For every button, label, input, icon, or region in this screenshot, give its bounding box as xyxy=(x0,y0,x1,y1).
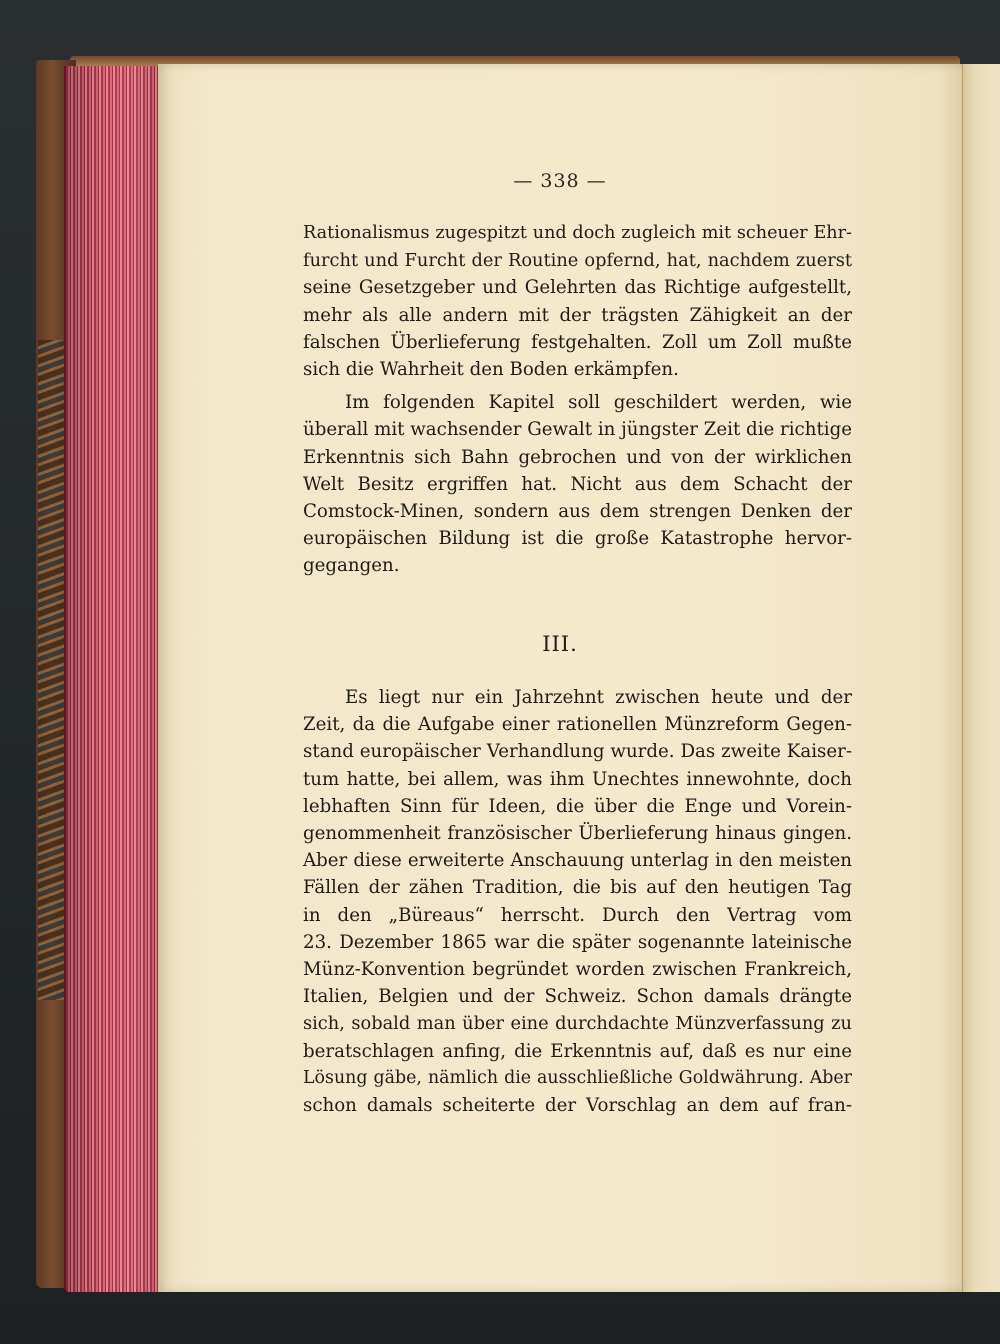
section-heading: III. xyxy=(542,632,578,656)
page-number: — 338 — xyxy=(513,170,607,192)
text-line: stand europäischer Verhandlung wurde. Das zweite Kaiser- xyxy=(303,741,852,763)
text-line: Münz-Konvention begründet worden zwischen Frankreich, xyxy=(303,959,852,981)
text-line: Erkenntnis sich Bahn gebrochen und von der wirklichen xyxy=(303,446,852,468)
text-line: überall mit wachsender Gewalt in jüngster Zeit die richtige xyxy=(303,419,852,441)
text-line: seine Gesetzgeber und Gelehrten das Richtige aufgestellt, xyxy=(303,277,852,299)
text-line: Welt Besitz ergriffen hat. Nicht aus dem Schacht der xyxy=(303,473,852,495)
text-line: Aber diese erweiterte Anschauung unterlag in den meisten xyxy=(303,850,852,872)
text-line: tum hatte, bei allem, was ihm Unechtes innewohnte, doch xyxy=(303,768,852,790)
text-line: Zeit, da die Aufgabe einer rationellen Münzreform Gegen- xyxy=(303,714,852,736)
facing-page-edge xyxy=(962,64,1000,1292)
text-line: Comstock-Minen, sondern aus dem strengen Denken der xyxy=(303,501,852,523)
text-line: Es liegt nur ein Jahrzehnt zwischen heute und der xyxy=(345,687,852,708)
text-line: 23. Dezember 1865 war die später sogenannte lateinische xyxy=(303,931,852,953)
paragraph-2 xyxy=(303,389,852,579)
text-line: sich die Wahrheit den Boden erkämpfen. xyxy=(303,359,679,381)
text-line: furcht und Furcht der Routine opfernd, hat, nachdem zuerst xyxy=(303,250,852,272)
text-line: Lösung gäbe, nämlich die ausschließliche Goldwährung. Aber xyxy=(303,1067,852,1088)
text-line: schon damals scheiterte der Vorschlag an dem auf fran- xyxy=(303,1095,852,1117)
page-edge-shading xyxy=(64,66,164,1292)
text-line: Im folgenden Kapitel soll geschildert werden, wie xyxy=(345,392,852,414)
text-line: sich, sobald man über eine durchdachte Münzverfassung zu xyxy=(303,1013,852,1035)
text-line: Fällen der zähen Tradition, die bis auf den heutigen Tag xyxy=(303,877,852,899)
text-line: falschen Überlieferung festgehalten. Zoll um Zoll mußte xyxy=(303,331,852,353)
paragraph-1 xyxy=(303,220,852,383)
text-block-upper xyxy=(303,220,852,580)
text-line: in den „Büreaus“ herrscht. Durch den Vertrag vom xyxy=(303,904,852,926)
text-line: mehr als alle andern mit der trägsten Zähigkeit an der xyxy=(303,304,852,326)
text-line: lebhaften Sinn für Ideen, die über die Enge und Vorein- xyxy=(303,795,852,817)
text-line: europäischen Bildung ist die große Katastrophe hervor- xyxy=(303,528,852,550)
text-line: Rationalismus zugespitzt und doch zugleich mit scheuer Ehr- xyxy=(303,223,852,243)
text-line: gegangen. xyxy=(303,555,400,577)
paragraph-3 xyxy=(303,684,852,1119)
text-line: genommenheit französischer Überlieferung hinaus gingen. xyxy=(303,823,852,845)
text-line: beratschlagen anfing, die Erkenntnis auf, daß es nur eine xyxy=(303,1040,852,1062)
text-block-lower xyxy=(303,684,852,1119)
text-line: Italien, Belgien und der Schweiz. Schon damals drängte xyxy=(303,986,852,1008)
